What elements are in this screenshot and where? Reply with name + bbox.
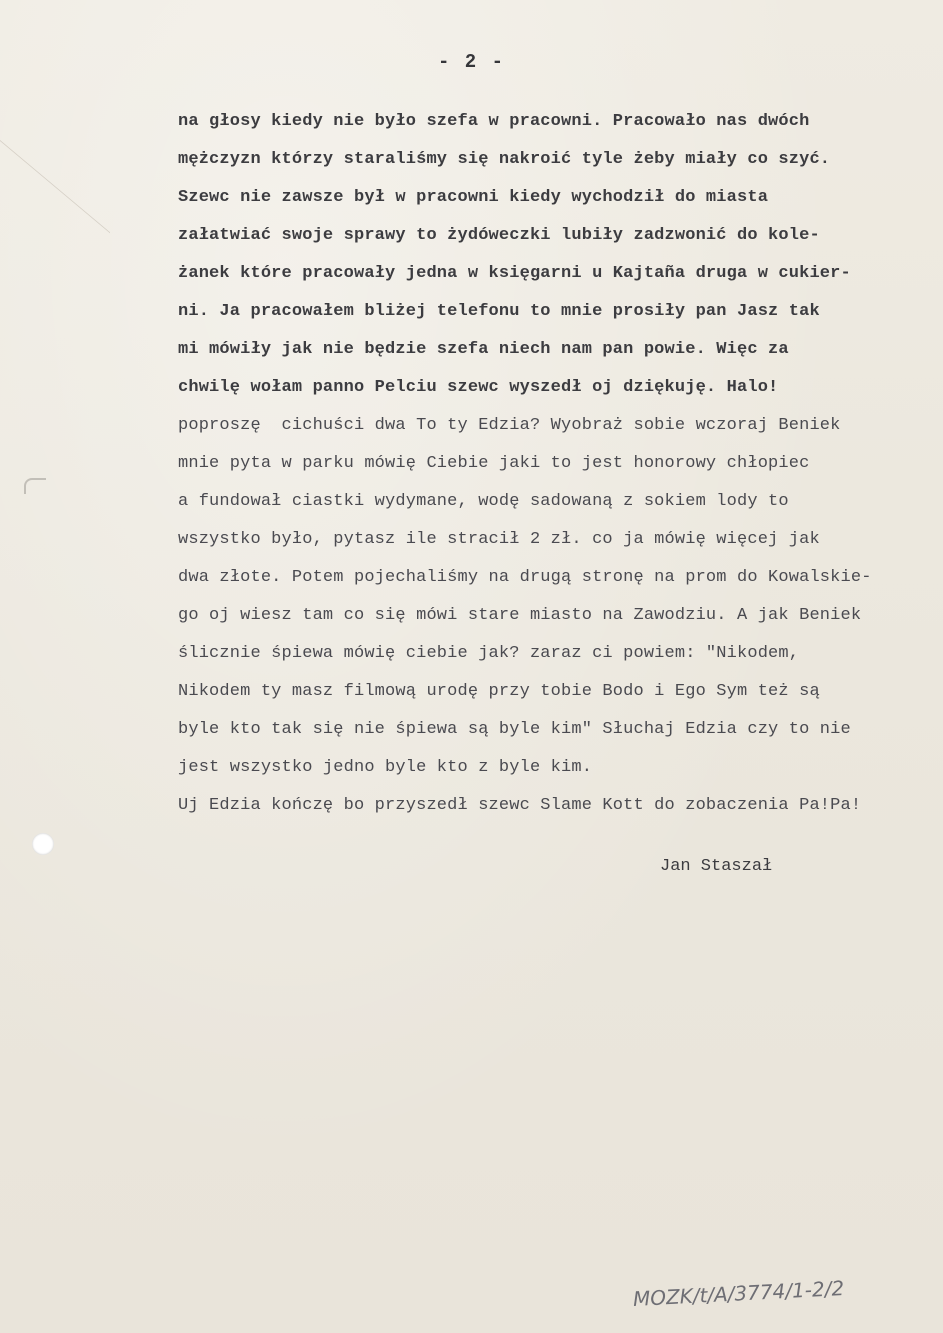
- margin-pencil-mark: [24, 478, 46, 494]
- text-line: Nikodem ty masz filmową urodę przy tobie Bodo i Ego Sym też są: [178, 682, 820, 701]
- punch-hole: [32, 833, 54, 855]
- text-line: mnie pyta w parku mówię Ciebie jaki to jest honorowy chłopiec: [178, 454, 810, 473]
- text-line: go oj wiesz tam co się mówi stare miasto na Zawodziu. A jak Beniek: [178, 606, 862, 625]
- text-line: Szewc nie zawsze był w pracowni kiedy wychodził do miasta: [178, 188, 769, 207]
- text-line: poproszę cichuści dwa To ty Edzia? Wyobraż sobie wczoraj Beniek: [178, 416, 841, 435]
- corner-fold-crease: [0, 0, 110, 233]
- text-line: jest wszystko jedno byle kto z byle kim.: [178, 758, 593, 777]
- text-line: Uj Edzia kończę bo przyszedł szewc Slame Kott do zobaczenia Pa!Pa!: [178, 796, 862, 815]
- text-line: ślicznie śpiewa mówię ciebie jak? zaraz ci powiem: "Nikodem,: [178, 644, 800, 663]
- text-line: mężczyzn którzy staraliśmy się nakroić tyle żeby miały co szyć.: [178, 150, 831, 169]
- text-line: na głosy kiedy nie było szefa w pracowni. Pracowało nas dwóch: [178, 112, 810, 131]
- text-line: mi mówiły jak nie będzie szefa niech nam pan powie. Więc za: [178, 340, 789, 359]
- text-line: byle kto tak się nie śpiewa są byle kim" Słuchaj Edzia czy to nie: [178, 720, 851, 739]
- text-line: ni. Ja pracowałem bliżej telefonu to mnie prosiły pan Jasz tak: [178, 302, 820, 321]
- text-line: żanek które pracowały jedna w księgarni u Kajtaña druga w cukier-: [178, 264, 851, 283]
- typewritten-body: [178, 108, 940, 830]
- signature: Jan Staszał: [660, 857, 773, 876]
- text-line: wszystko było, pytasz ile stracił 2 zł. co ja mówię więcej jak: [178, 530, 820, 549]
- archive-reference: MOZK/t/A/3774/1-2/2: [632, 1275, 845, 1311]
- text-line: a fundował ciastki wydymane, wodę sadowaną z sokiem lody to: [178, 492, 789, 511]
- page-number: - 2 -: [437, 51, 505, 73]
- text-line: dwa złote. Potem pojechaliśmy na drugą stronę na prom do Kowalskie-: [178, 568, 872, 587]
- text-line: załatwiać swoje sprawy to żydóweczki lubiły zadzwonić do kole-: [178, 226, 820, 245]
- text-line: chwilę wołam panno Pelciu szewc wyszedł oj dziękuję. Halo!: [178, 378, 779, 397]
